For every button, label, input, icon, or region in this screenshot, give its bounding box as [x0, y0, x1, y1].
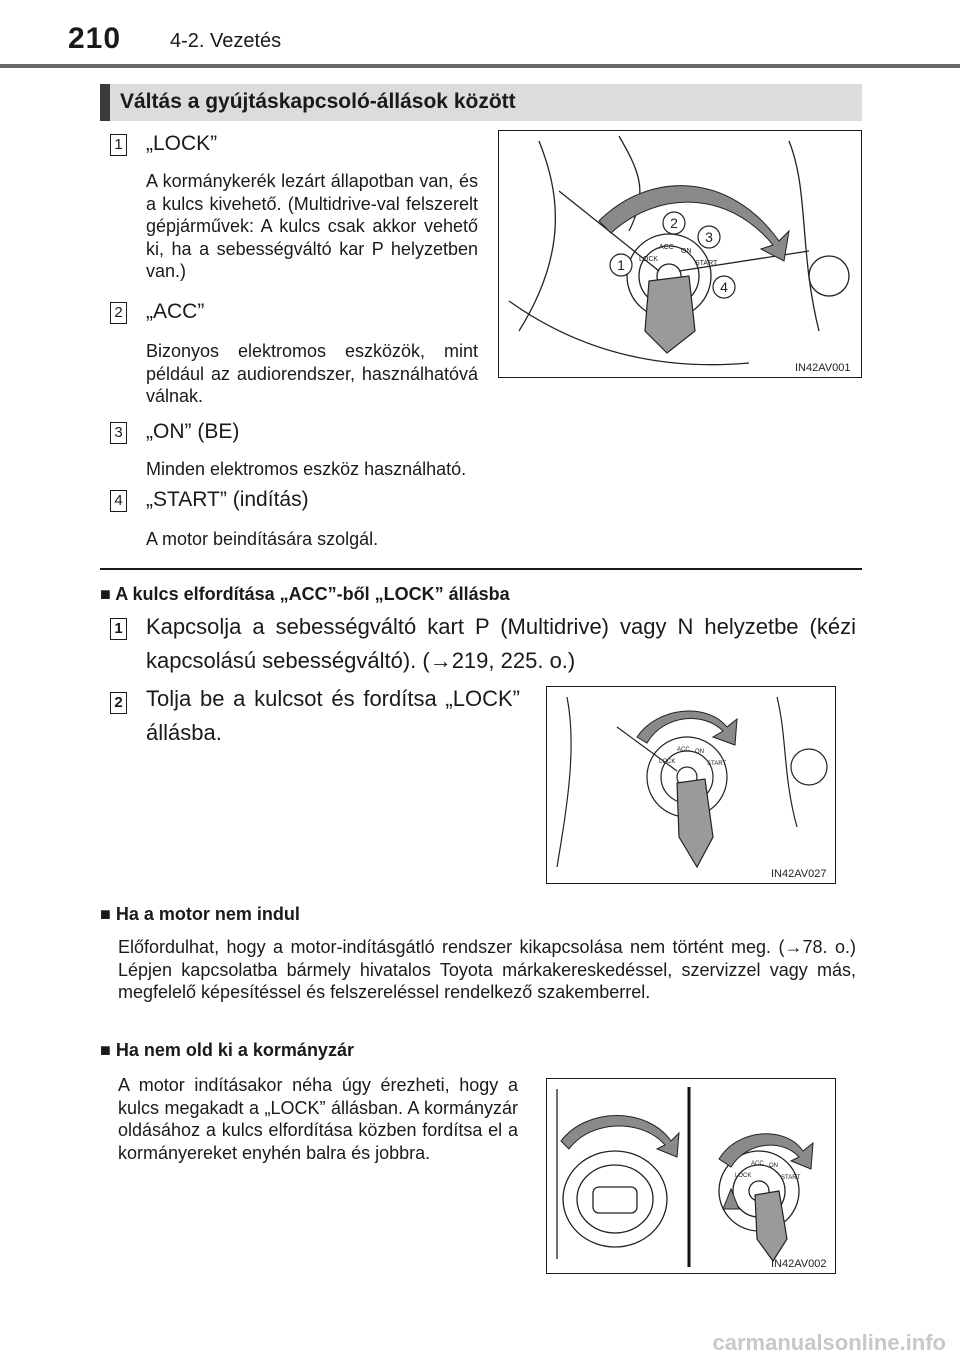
steering-lock-illustration — [547, 1079, 834, 1272]
knob-right — [791, 749, 827, 785]
callout-label-2: 2 — [670, 215, 678, 231]
steering-lock-heading — [100, 1040, 354, 1061]
bullet-square-icon: ■ — [100, 584, 116, 604]
bullet-square-icon: ■ — [100, 904, 116, 924]
steering-hub — [593, 1187, 637, 1213]
section-divider — [100, 568, 862, 570]
dial-label-start: START — [781, 1175, 801, 1181]
watermark: carmanualsonline.info — [712, 1330, 946, 1355]
position-text-start: A motor beindítására szolgál. — [146, 529, 379, 549]
figure-steering-lock — [546, 1078, 836, 1274]
dashboard-line — [519, 141, 555, 331]
step-number-2: 2 — [110, 692, 127, 714]
chapter-title: 4-2. Vezetés — [170, 30, 282, 52]
dial-label-lock: LOCK — [639, 256, 659, 263]
figure-ignition-positions — [498, 130, 862, 378]
steering-lock-heading-text: Ha nem old ki a kormányzár — [115, 1040, 354, 1060]
engine-not-start-text: Előfordulhat, hogy a motor-indításgátló rendszer kikapcsolása nem történt meg. (→78. o.) Lépjen kapcsolatba bármely hivatalos Toyota márkakereskedéssel, szervizzel vagy más, megfelelő képesítéssel és felszereléssel rendelkező szakemberrel. — [118, 937, 856, 1002]
rotation-arrow-left — [637, 711, 737, 745]
turn-to-lock-illustration — [547, 687, 834, 882]
figure-code-2: IN42AV027 — [771, 868, 827, 880]
page-number: 210 — [68, 22, 122, 55]
engine-not-start-heading-text: Ha a motor nem indul — [115, 904, 300, 924]
dial-label-on: ON — [681, 248, 692, 255]
figure-code-3: IN42AV002 — [771, 1258, 827, 1270]
engine-not-start-heading — [100, 904, 300, 925]
position-title-lock: „LOCK” — [146, 132, 218, 155]
column-line — [509, 301, 749, 365]
ignition-illustration — [499, 131, 860, 376]
section-title: Váltás a gyújtáskapcsoló-állások között — [120, 90, 516, 113]
position-title-acc: „ACC” — [146, 300, 205, 323]
turn-key-heading-text: A kulcs elfordítása „ACC”-ből „LOCK” állásba — [115, 584, 510, 604]
dash-right-line — [777, 697, 797, 827]
position-text-lock: A kormánykerék lezárt állapotban van, és a kulcs kivehető. (Multidrive-val felszerelt gépjárművek: A kulcs csak akkor vehető ki, ha a sebességváltó kar P helyzetben van.) — [146, 171, 478, 281]
dial-label-acc: ACC — [659, 244, 674, 251]
position-title-on: „ON” (BE) — [146, 420, 240, 443]
push-arrow — [723, 1189, 739, 1209]
header-rule — [0, 64, 960, 68]
position-text-acc: Bizonyos elektromos eszközök, mint például az audiorendszer, használhatóvá válnak. — [146, 341, 478, 406]
dial-label-start: START — [695, 260, 718, 267]
dial-label-lock: LOCK — [735, 1173, 752, 1179]
position-number-3: 3 — [110, 422, 127, 444]
turn-key-heading — [100, 584, 510, 605]
steering-wheel-inner — [577, 1165, 653, 1233]
position-title-start: „START” (indítás) — [146, 488, 309, 511]
position-number-1: 1 — [110, 134, 127, 156]
bullet-square-icon: ■ — [100, 1040, 116, 1060]
dial-label-start: START — [707, 761, 727, 767]
dial-label-on: ON — [769, 1163, 778, 1169]
key-body — [645, 276, 695, 353]
step-text-2: Tolja be a kulcsot és fordítsa „LOCK” állásba. — [146, 686, 520, 745]
rotation-arrow — [599, 186, 789, 261]
step-text-1: Kapcsolja a sebességváltó kart P (Multidrive) vagy N helyzetbe (kézi kapcsolású sebességváltó). (→219, 225. o.) — [146, 614, 856, 673]
knob-right — [809, 256, 849, 296]
trim-line — [789, 141, 819, 331]
dash-left-line — [557, 697, 571, 867]
callout-label-1: 1 — [617, 257, 625, 273]
step-number-1: 1 — [110, 618, 127, 640]
figure-code-1: IN42AV001 — [795, 362, 851, 374]
callout-label-4: 4 — [720, 279, 728, 295]
callout-label-3: 3 — [705, 229, 713, 245]
position-number-4: 4 — [110, 490, 127, 512]
dial-label-on: ON — [695, 749, 704, 755]
dial-label-acc: ACC — [677, 747, 690, 753]
steering-lock-text: A motor indításakor néha úgy érezheti, hogy a kulcs megakadt a „LOCK” állásban. A kormányzár oldásához a kulcs elfordítása közben fordítsa el a kormányereket enyhén balra és jobbra. — [118, 1075, 518, 1163]
position-text-on: Minden elektromos eszköz használható. — [146, 459, 467, 479]
dial-label-lock: LOCK — [659, 759, 676, 765]
figure-turn-to-lock — [546, 686, 836, 884]
position-number-2: 2 — [110, 302, 127, 324]
dial-label-acc: ACC — [751, 1161, 764, 1167]
